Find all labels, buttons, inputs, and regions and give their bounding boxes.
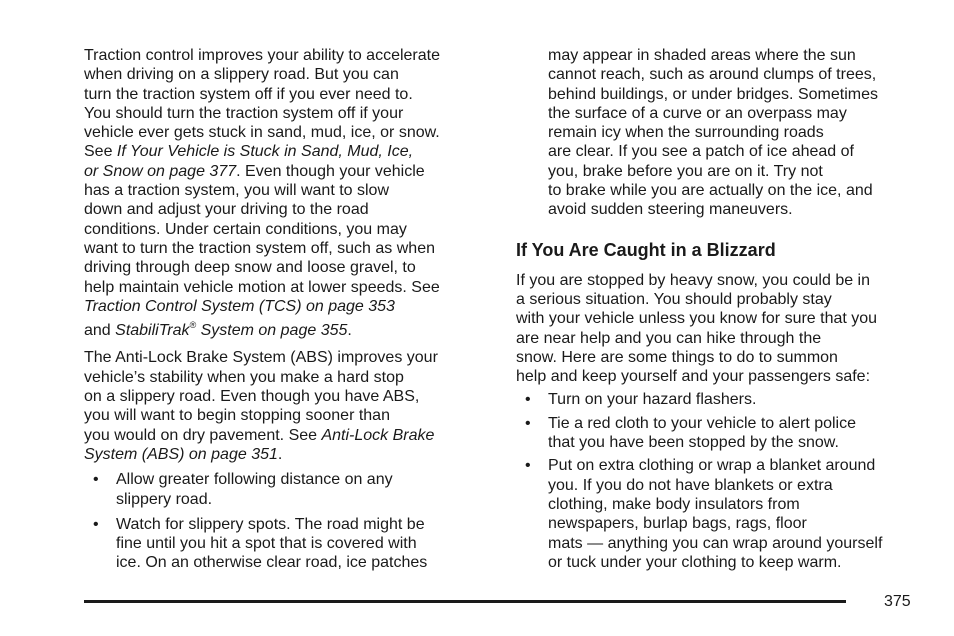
list-item [84,515,494,573]
text-line: help and keep yourself and your passengers safe: [516,368,871,386]
text-line: ice. On an otherwise clear road, ice patches [116,554,428,572]
text-line: a serious situation. You should probably stay [516,290,832,308]
text-line: See [84,143,117,161]
text-line: you, brake before you are on it. Try not [548,162,823,180]
cross-reference-stuck-vehicle-page: or Snow on page 377 [84,162,237,180]
bullet-icon: • [525,414,531,432]
text-line: . [277,445,283,463]
text-line: are near help and you can hike through the [516,329,822,347]
text-line: remain icy when the surrounding roads [548,124,824,142]
text-line: Turn on your hazard flashers. [548,391,757,409]
text-line: that you have been stopped by the snow. [548,434,839,452]
cross-reference-stuck-vehicle: If Your Vehicle is Stuck in Sand, Mud, Ice, [116,143,414,161]
list-item [84,470,494,509]
text-line: You should turn the traction system off if your [84,104,404,122]
text-line: to brake while you are actually on the ice, and [548,182,873,200]
text-line: mats — anything you can wrap around yourself [548,534,883,552]
left-column [84,46,494,573]
slippery-spots-continuation [516,46,922,220]
text-line: Put on extra clothing or wrap a blanket around [548,457,876,475]
text-line: clothing, make body insulators from [548,495,800,513]
bullet-icon: • [525,391,531,409]
section-heading: If You Are Caught in a Blizzard [516,239,776,260]
text-line: want to turn the traction system off, such as when [84,239,435,257]
text-line: has a traction system, you will want to slow [84,182,390,200]
text-line: are clear. If you see a patch of ice ahead of [548,143,854,161]
right-column [516,46,922,572]
bullet-icon: • [525,457,531,475]
list-item [516,414,922,453]
cross-reference-stabilitrak: StabiliTrak [115,322,190,340]
bullet-icon: • [93,515,99,533]
text-line: on a slippery road. Even though you have ABS, [84,388,420,406]
page-number: 375 [884,593,911,610]
text-line: conditions. Under certain conditions, you may [84,220,407,238]
text-line: . Even though your vehicle [236,162,425,180]
text-line: with your vehicle unless you know for sure that you [516,310,878,328]
text-line: snow. Here are some things to do to summon [516,348,838,366]
text-line: avoid sudden steering maneuvers. [548,201,793,219]
blizzard-tips-list [516,390,922,572]
blizzard-paragraph [516,271,922,387]
cross-reference-abs-page: System (ABS) on page 351 [84,445,278,463]
slippery-road-tips-list [84,470,494,572]
abs-paragraph [84,348,494,464]
text-line: behind buildings, or under bridges. Sometimes [548,85,878,103]
text-line: when driving on a slippery road. But you can [84,66,399,84]
text-line: turn the traction system off if you ever need to. [84,85,413,103]
text-line: you would on dry pavement. See [84,426,322,444]
text-line: Allow greater following distance on any [116,471,393,489]
text-line: the surface of a curve or an overpass may [548,104,847,122]
list-item [516,390,922,409]
cross-reference-stabilitrak-page: System on page 355 [196,322,348,340]
traction-control-paragraph [84,46,494,340]
cross-reference-tcs: Traction Control System (TCS) on page 353 [84,297,395,315]
text-line: . [347,322,352,340]
footer-rule [84,600,846,603]
text-line: fine until you hit a spot that is covered with [116,535,417,553]
text-line: may appear in shaded areas where the sun [548,47,856,64]
cross-reference-abs: Anti-Lock Brake [321,426,435,444]
text-line: Watch for slippery spots. The road might be [116,515,425,533]
text-line: help maintain vehicle motion at lower speeds. See [84,278,440,296]
text-line: If you are stopped by heavy snow, you could be in [516,271,871,289]
text-line: vehicle’s stability when you make a hard stop [84,368,404,386]
text-line: slippery road. [116,490,213,508]
text-line: vehicle ever gets stuck in sand, mud, ice, or snow. [84,124,440,142]
text-line: or tuck under your clothing to keep warm. [548,553,842,571]
text-line: you will want to begin stopping sooner than [84,407,390,425]
text-line: you. If you do not have blankets or extra [548,476,833,494]
text-line: cannot reach, such as around clumps of trees, [548,66,877,84]
list-item [516,456,922,572]
text-line: The Anti-Lock Brake System (ABS) improves your [84,349,438,367]
text-line: and [84,322,116,340]
text-line: Traction control improves your ability to accelerate [84,47,440,64]
text-line: Tie a red cloth to your vehicle to alert police [548,414,857,432]
text-line: newspapers, burlap bags, rags, floor [548,515,807,533]
registered-mark: ® [189,320,197,331]
text-line: down and adjust your driving to the road [84,201,369,219]
bullet-icon: • [93,471,99,489]
text-line: driving through deep snow and loose gravel, to [84,259,416,277]
